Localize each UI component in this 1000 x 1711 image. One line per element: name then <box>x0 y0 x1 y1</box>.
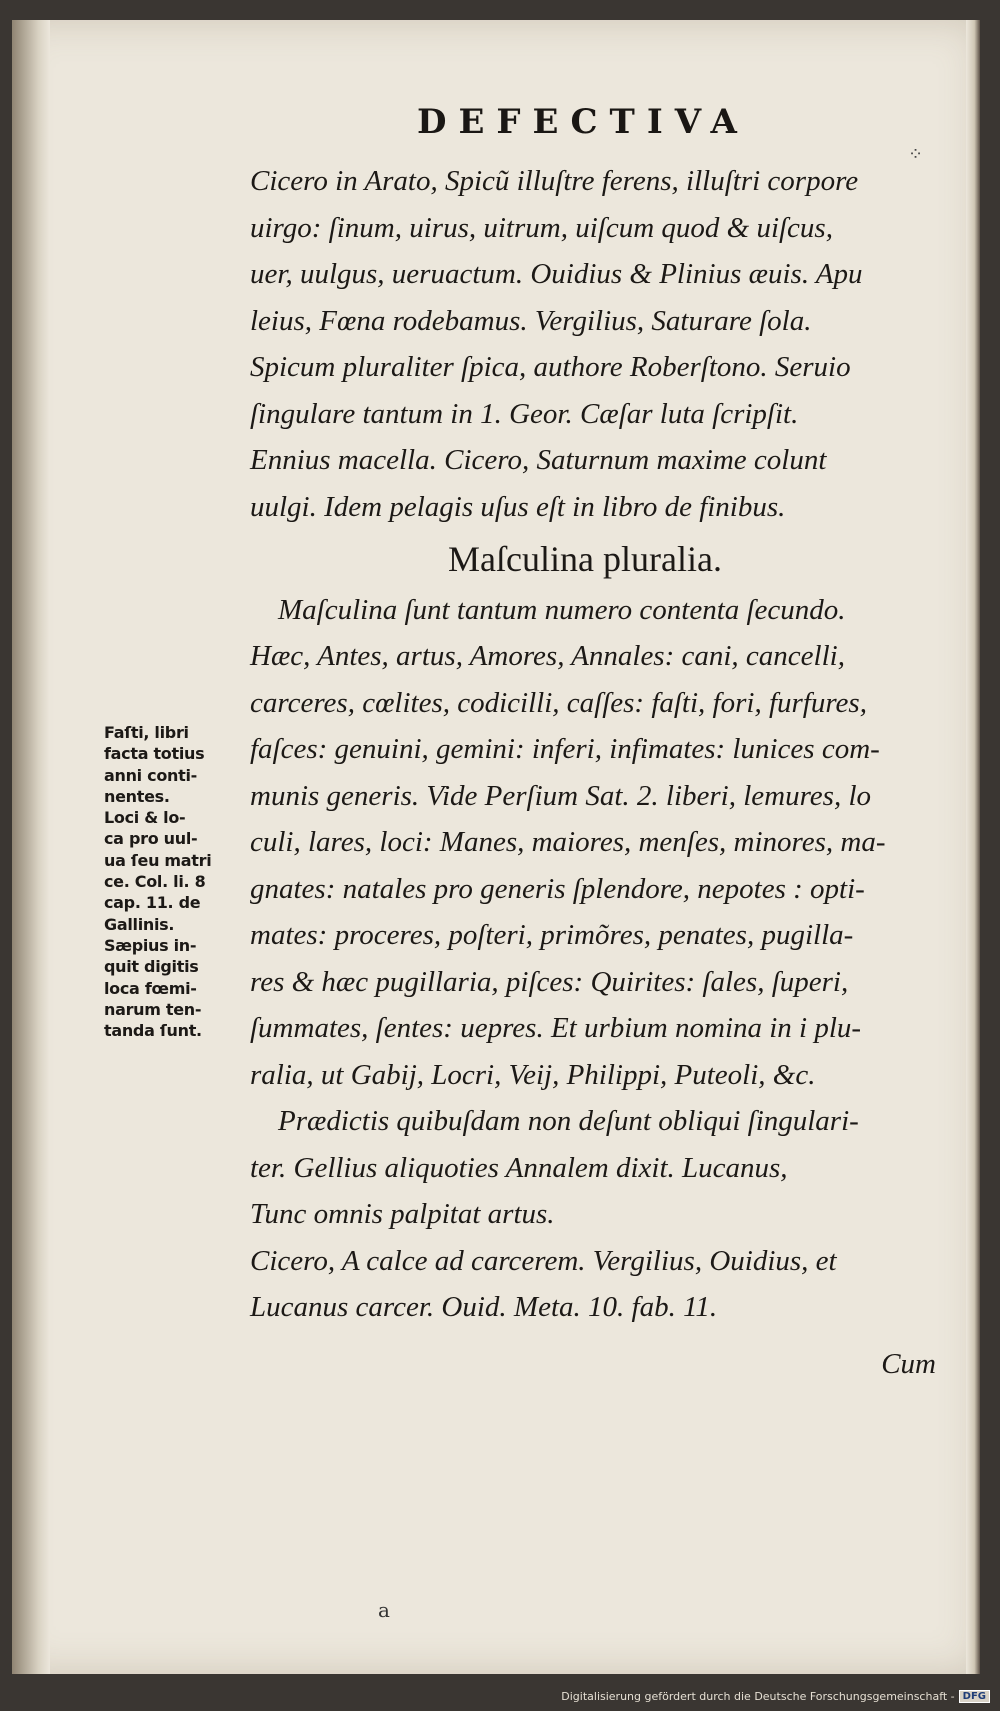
text-line: Spicum pluraliter ſpica, authore Roberſtono. Seruio <box>250 351 851 383</box>
text-line: leius, Fœna rodebamus. Vergilius, Saturare ſola. <box>250 304 812 337</box>
text-line: Prædictis quibuſdam non deſunt obliqui ſingulari- <box>278 1105 859 1137</box>
text-line: ſummates, ſentes: uepres. Et urbium nomina in i plu- <box>250 1012 862 1044</box>
text-line: Cicero, A calce ad carcerem. Vergilius, Ouidius, et <box>250 1244 837 1277</box>
marginal-note <box>104 722 244 1041</box>
text-line: Lucanus carcer. Ouid. Meta. 10. fab. 11. <box>250 1291 718 1323</box>
credit-text: Digitalisierung gefördert durch die Deutsche Forschungsgemeinschaft - <box>561 1690 955 1703</box>
text-line: gnates: natales pro generis ſplendore, nepotes : opti- <box>250 872 865 905</box>
catchword: Cum <box>881 1347 936 1380</box>
text-line: Hæc, Antes, artus, Amores, Annales: cani, cancelli, <box>250 640 845 672</box>
text-line: culi, lares, loci: Manes, maiores, menſes, minores, ma- <box>250 826 886 858</box>
page-edge <box>966 20 980 1674</box>
text-line: uirgo: ſinum, uirus, uitrum, uiſcum quod & uiſcus, <box>250 211 833 244</box>
text-line: faſces: genuini, gemini: inferi, infimates: lunices com- <box>250 733 880 765</box>
text-line: Ennius macella. Cicero, Saturnum maxime colunt <box>250 444 827 476</box>
margin-line: ca pro uul- <box>104 829 198 849</box>
text-line: munis generis. Vide Perſium Sat. 2. liberi, lemures, lo <box>250 779 872 812</box>
text-line: res & hæc pugillaria, piſces: Quirites: ſales, ſuperi, <box>250 965 849 998</box>
margin-line: ua ſeu matri <box>104 850 212 870</box>
book-page <box>12 20 980 1674</box>
margin-line: nentes. <box>104 786 170 806</box>
text-line: ter. Gellius aliquoties Annalem dixit. Lucanus, <box>250 1151 788 1184</box>
margin-line: quit digitis <box>104 957 199 977</box>
text-line: uulgi. Idem pelagis uſus eſt in libro de finibus. <box>250 490 786 523</box>
text-line: Tunc omnis palpitat artus. <box>250 1198 555 1230</box>
digitization-credit <box>561 1690 990 1703</box>
text-line: ſingulare tantum in 1. Geor. Cæſar luta ſcripſit. <box>250 397 799 430</box>
dfg-logo: DFG <box>959 1690 990 1703</box>
signature-mark: a <box>378 1598 390 1622</box>
text-line: Maſculina ſunt tantum numero contenta ſecundo. <box>278 593 846 626</box>
margin-line: Loci & lo- <box>104 808 186 828</box>
text-line: mates: proceres, poſteri, primõres, penates, pugilla- <box>250 919 854 951</box>
margin-line: anni conti- <box>104 765 197 785</box>
margin-line: cap. 11. de <box>104 893 201 913</box>
page-gutter <box>12 20 50 1674</box>
running-title: DEFECTIVA <box>417 102 749 142</box>
text-line: ralia, ut Gabij, Locri, Veij, Philippi, Puteoli, &c. <box>250 1058 816 1091</box>
main-text-block <box>250 158 950 1387</box>
margin-line: narum ten- <box>104 999 202 1019</box>
paragraph-1 <box>250 158 950 530</box>
margin-line: facta totius <box>104 744 205 764</box>
text-line: uer, uulgus, ueruactum. Ouidius & Plinius æuis. Apu <box>250 258 863 290</box>
margin-line: tanda ſunt. <box>104 1021 202 1041</box>
margin-line: loca fœmi- <box>104 978 197 998</box>
paragraph-3 <box>250 1098 950 1238</box>
ornament-mark: ⁘ <box>908 144 924 165</box>
margin-line: Faſti, libri <box>104 723 189 742</box>
text-line: carceres, cœlites, codicilli, caſſes: faſti, fori, furfures, <box>250 686 867 719</box>
margin-line: Sæpius in- <box>104 935 197 955</box>
margin-line: ce. Col. li. 8 <box>104 872 206 892</box>
text-line: Cicero in Arato, Spicũ illuſtre ferens, illuſtri corpore <box>250 165 859 197</box>
paragraph-2 <box>250 587 950 1099</box>
margin-line: Gallinis. <box>104 914 175 934</box>
section-heading: Maſculina pluralia. <box>448 539 722 579</box>
paragraph-4 <box>250 1238 950 1331</box>
